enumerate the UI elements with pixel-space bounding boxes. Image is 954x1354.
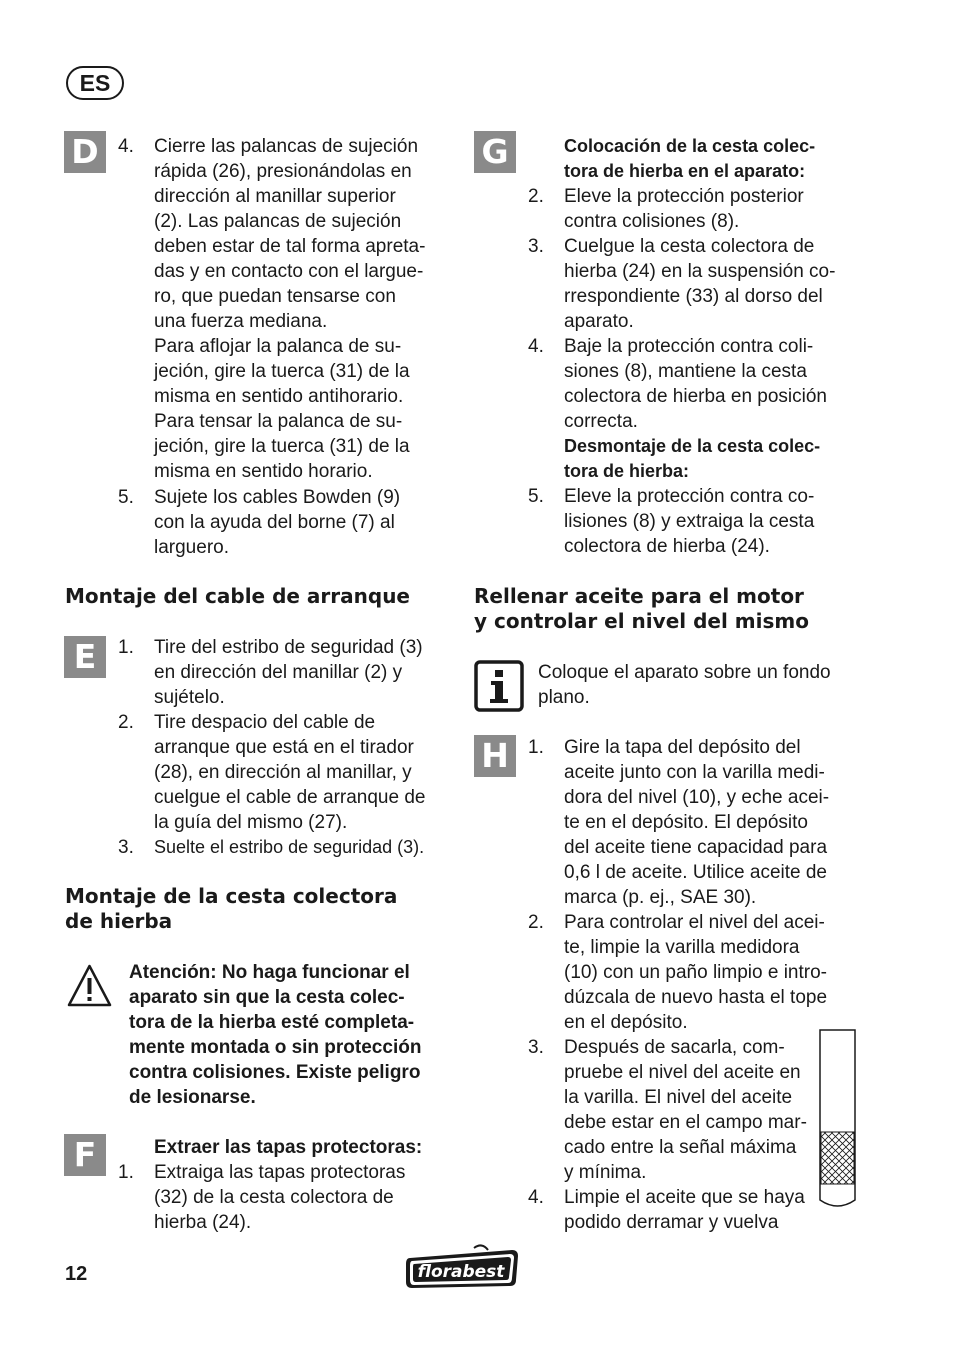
- item-number: 1.: [118, 637, 134, 658]
- section-heading: Rellenar aceite para el motor y controlar el nivel del mismo: [474, 584, 809, 633]
- section-badge-e: E: [64, 636, 106, 678]
- item-text: Suelte el estribo de seguridad (3).: [154, 837, 425, 857]
- item-text: Sujete los cables Bowden (9) con la ayuda del borne (7) al larguero.: [154, 487, 401, 558]
- item-number: 1.: [528, 737, 544, 758]
- list-item: [528, 334, 868, 434]
- section-heading: Montaje del cable de arranque: [65, 584, 410, 608]
- item-number: 2.: [118, 712, 134, 733]
- item-number: 1.: [118, 1162, 134, 1183]
- item-number: 3.: [528, 236, 544, 257]
- subheading: Colocación de la cesta colec- tora de hierba en el aparato:: [564, 136, 816, 181]
- subheading: Extraer las tapas protectoras:: [154, 1137, 423, 1158]
- section-badge-d: D: [64, 131, 106, 173]
- list-item: [118, 835, 458, 860]
- item-number: 5.: [528, 486, 544, 507]
- language-badge: ES: [66, 66, 124, 100]
- item-number: 2.: [528, 912, 544, 933]
- list-item: [528, 735, 868, 910]
- subheading: Desmontaje de la cesta colec- tora de hierba:: [564, 436, 821, 481]
- item-number: 5.: [118, 487, 134, 508]
- list-item: [528, 184, 868, 234]
- item-number: 4.: [118, 136, 134, 157]
- list-item: [528, 1035, 818, 1185]
- item-text: Baje la protección contra coli- siones (8), mantiene la cesta colectora de hierba en posición correcta.: [564, 336, 828, 432]
- list-item: [118, 635, 458, 710]
- item-text: Limpie el aceite que se haya podido derramar y vuelva: [564, 1187, 805, 1233]
- item-text: Para controlar el nivel del acei- te, limpie la varilla medidora (10) con un paño limpio e intro- dúzcala de nuevo hasta el tope en el depósito.: [564, 912, 828, 1033]
- list-item: [118, 485, 458, 560]
- list-item: [118, 710, 458, 835]
- item-number: 3.: [118, 837, 134, 858]
- section-badge-f: F: [64, 1134, 106, 1176]
- page-number: 12: [65, 1263, 88, 1285]
- item-text: Eleve la protección contra co- lisiones (8) y extraiga la cesta colectora de hierba (24).: [564, 486, 815, 557]
- item-text: Tire del estribo de seguridad (3) en dirección del manillar (2) y sujételo.: [154, 637, 423, 708]
- item-number: 2.: [528, 186, 544, 207]
- section-badge-h: H: [474, 735, 516, 777]
- item-text: Después de sacarla, com- pruebe el nivel del aceite en la varilla. El nivel del aceite debe estar en el campo mar- cado entre la señal máxima y mínima.: [564, 1037, 807, 1183]
- item-number: 3.: [528, 1037, 544, 1058]
- warning-text: Atención: No haga funcionar el aparato sin que la cesta colec- tora de la hierba esté completa- mente montada o sin protección contra colisiones. Existe peligro de lesionarse.: [129, 962, 422, 1108]
- item-text: Eleve la protección posterior contra colisiones (8).: [564, 186, 804, 232]
- info-icon: [474, 660, 524, 712]
- list-item: [118, 1160, 458, 1235]
- list-item: [528, 484, 868, 559]
- item-text: Cierre las palancas de sujeción rápida (26), presionándolas en dirección al manillar superior (2). Las palancas de sujeción deben estar de tal forma apreta- das y en contacto con el largue- ro, que puedan tensarse con una fuerza mediana. Para aflojar la palanca de su- jeción, gire la tuerca (31) de la misma en sentido antihorario. Para tensar la palanca de su- jeción, gire la tuerca (31) de la misma en sentido horario.: [154, 136, 426, 482]
- list-item: [528, 234, 868, 334]
- item-number: 4.: [528, 336, 544, 357]
- section-badge-g: G: [474, 131, 516, 173]
- item-number: 4.: [528, 1187, 544, 1208]
- item-text: Tire despacio del cable de arranque que está en el tirador (28), en dirección al manillar, y cuelgue el cable de arranque de la guía del mismo (27).: [154, 712, 426, 833]
- list-item: [528, 910, 868, 1035]
- warning-triangle-icon: [66, 963, 113, 1008]
- item-text: Gire la tapa del depósito del aceite junto con la varilla medi- dora del nivel (10), y eche acei- te en el depósito. El depósito del aceite tiene capacidad para 0,6 l de aceite. Utilice aceite de marca (p. ej., SAE 30).: [564, 737, 830, 908]
- list-item: [118, 134, 458, 484]
- list-item: [528, 1185, 818, 1235]
- brand-logo: [404, 1244, 520, 1290]
- section-heading: Montaje de la cesta colectora de hierba: [65, 884, 398, 933]
- item-text: Extraiga las tapas protectoras (32) de la cesta colectora de hierba (24).: [154, 1162, 406, 1233]
- info-text: Coloque el aparato sobre un fondo plano.: [538, 662, 831, 708]
- logo-text: florabest: [417, 1262, 505, 1282]
- dipstick-illustration: [818, 1028, 858, 1212]
- item-text: Cuelgue la cesta colectora de hierba (24) en la suspensión co- rrespondiente (33) al dorso del aparato.: [564, 236, 836, 332]
